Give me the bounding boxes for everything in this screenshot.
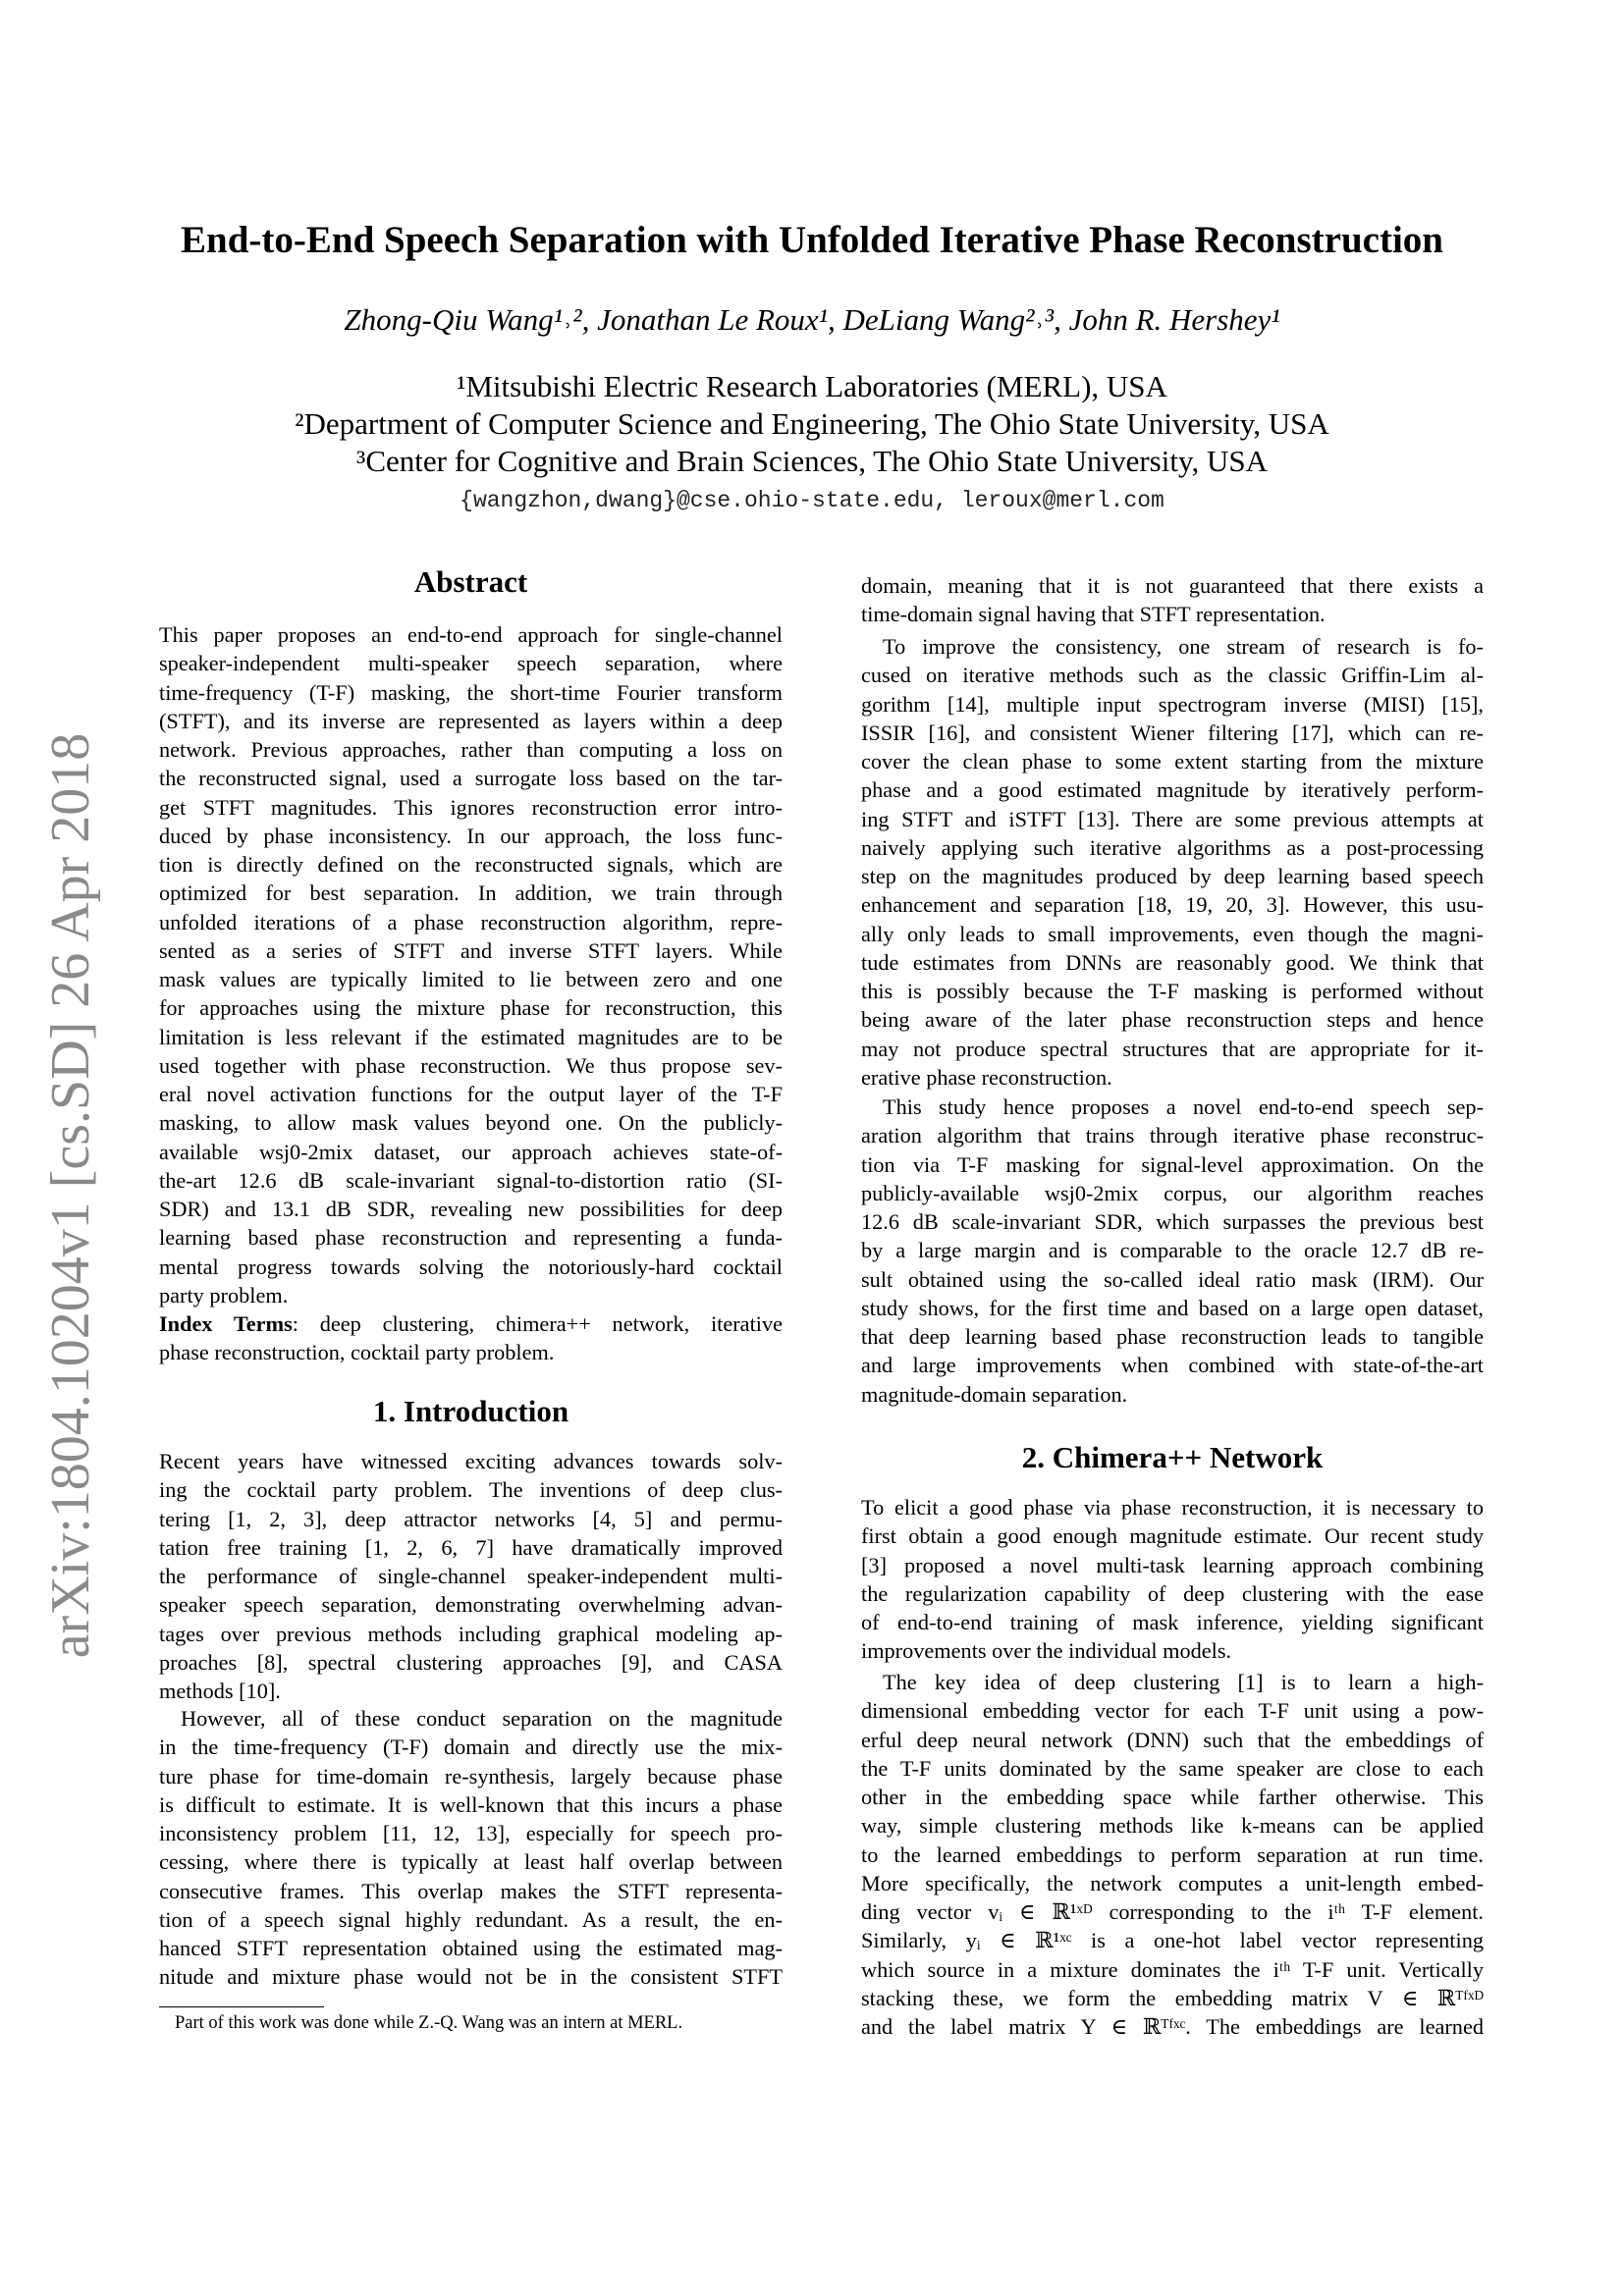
text-line: proaches [8], spectral clustering approaches [9], and CASA [159,1649,783,1675]
text-line: the reconstructed signal, used a surrogate loss based on the tar- [159,766,783,791]
text-line: phase and a good estimated magnitude by iteratively perform- [861,777,1484,803]
text-line: stacking these, we form the embedding matrix V ∈ ℝᵀᶠˣᴰ [861,1985,1484,2010]
text-line: way, simple clustering methods like k-means can be applied [861,1813,1484,1839]
text-line: the-art 12.6 dB scale-invariant signal-to-distortion ratio (SI- [159,1167,783,1193]
text-line: mask values are typically limited to lie between zero and one [159,967,783,991]
text-line: ing STFT and iSTFT [13]. There are some previous attempts at [861,806,1484,831]
text-line: ally only leads to small improvements, even though the magni- [861,921,1484,946]
text-line: inconsistency problem [11, 12, 13], especially for speech pro- [159,1821,783,1845]
text-line: step on the magnitudes produced by deep learning based speech [861,864,1484,888]
text-line: enhancement and separation [18, 19, 20, 3]. However, this usu- [861,892,1484,918]
text-line: tering [1, 2, 3], deep attractor networks [4, 5] and permu- [159,1506,783,1531]
text-line: [3] proposed a novel multi-task learning approach combining [861,1552,1484,1577]
text-line: tion is directly defined on the reconstructed signals, which are [159,852,783,877]
intro-paragraph-3 [861,632,1484,1092]
text-line: This paper proposes an end-to-end approach for single-channel [159,622,783,647]
text-line: tation free training [1, 2, 6, 7] have dramatically improved [159,1534,783,1560]
abstract-text [159,620,783,1309]
text-line: speaker speech separation, demonstrating overwhelming advan- [159,1592,783,1618]
text-line: limitation is less relevant if the estimated magnitudes are to be [159,1024,783,1049]
text-line: More specifically, the network computes a unit-length embed- [861,1870,1484,1896]
text-line: ISSIR [16], and consistent Wiener filtering [17], which can re- [861,720,1484,745]
text-line: sented as a series of STFT and inverse STFT layers. While [159,937,783,963]
text-line: methods [10]. [159,1679,281,1703]
text-line: may not produce spectral structures that are appropriate for it- [861,1036,1484,1061]
text-line: cused on iterative methods such as the classic Griffin-Lim al- [861,663,1484,688]
text-line: time-frequency (T-F) masking, the short-time Fourier transform [159,679,783,705]
text-line: first obtain a good enough magnitude estimate. Our recent study [861,1523,1484,1549]
text-line: This study hence proposes a novel end-to-end speech sep- [883,1095,1484,1119]
text-line: in the time-frequency (T-F) domain and directly use the mix- [159,1735,783,1760]
text-line: ding vector vᵢ ∈ ℝ¹ˣᴰ corresponding to the iᵗʰ T-F element. [861,1899,1484,1924]
text-line: time-domain signal having that STFT representation. [861,602,1326,627]
chimera-paragraph-1 [861,1493,1484,1666]
text-line: speaker-independent multi-speaker speech separation, where [159,651,783,676]
text-line: aration algorithm that trains through iterative phase reconstruc- [861,1123,1484,1148]
text-line: available wsj0-2mix dataset, our approach achieves state-of- [159,1139,783,1164]
text-line: used together with phase reconstruction. We thus propose sev- [159,1052,783,1078]
affiliation-1: ¹Mitsubishi Electric Research Laboratories (MERL), USA [457,369,1167,403]
text-line: get STFT magnitudes. This ignores reconstruction error intro- [159,794,783,820]
text-line: consecutive frames. This overlap makes the STFT representa- [159,1878,783,1903]
text-line: cover the clean phase to some extent starting from the mixture [861,749,1484,774]
text-line: SDR) and 13.1 dB SDR, revealing new possibilities for deep [159,1197,783,1221]
arxiv-identifier: arXiv:1804.10204v1 [cs.SD] 26 Apr 2018 [40,732,101,1659]
text-line: of end-to-end training of mask inference, yielding significant [861,1610,1484,1634]
text-line: magnitude-domain separation. [861,1381,1128,1407]
text-line: tages over previous methods including graphical modeling ap- [159,1621,783,1646]
text-line: by a large margin and is comparable to the oracle 12.7 dB re- [861,1238,1484,1263]
text-line: cessing, where there is typically at least half overlap between [159,1849,783,1875]
text-line: (STFT), and its inverse are represented as layers within a deep [159,708,783,733]
text-line [159,1309,783,1338]
text-line: publicly-available wsj0-2mix corpus, our algorithm reaches [861,1180,1484,1205]
text-line: the performance of single-channel speaker-independent multi- [159,1564,783,1588]
introduction-heading: 1. Introduction [372,1394,569,1428]
text-line: that deep learning based phase reconstruction leads to tangible [861,1324,1484,1349]
text-line: domain, meaning that it is not guaranteed that there exists a [861,573,1484,598]
chimera-heading: 2. Chimera++ Network [1021,1440,1324,1474]
text-line: optimized for best separation. In addition, we train through [159,881,783,906]
text-line: mental progress towards solving the notoriously-hard cocktail [159,1254,783,1279]
text-line: tion via T-F masking for signal-level approximation. On the [861,1151,1484,1177]
text-line: Recent years have witnessed exciting advances towards solv- [159,1449,783,1473]
text-line: party problem. [159,1282,289,1308]
text-line: the regularization capability of deep clustering with the ease [861,1580,1484,1606]
text-line: erative phase reconstruction. [861,1064,1112,1090]
text-line: tude estimates from DNNs are reasonably good. We think that [861,949,1484,975]
text-line: network. Previous approaches, rather than computing a loss on [159,737,783,762]
text-line: which source in a mixture dominates the iᵗʰ T-F unit. Vertically [861,1956,1484,1982]
text-line: nitude and mixture phase would not be in the consistent STFT [159,1964,783,1990]
text-line: However, all of these conduct separation on the magnitude [181,1706,783,1731]
text-line: tion of a speech signal highly redundant. As a result, the en- [159,1906,783,1932]
text-line: to the learned embeddings to perform separation at run time. [861,1842,1484,1867]
text-line: naively applying such iterative algorithms as a post-processing [861,834,1484,860]
text-line: dimensional embedding vector for each T-F unit using a pow- [861,1698,1484,1724]
text-line: ing the cocktail party problem. The inventions of deep clus- [159,1477,783,1503]
text-line: Similarly, yᵢ ∈ ℝ¹ˣᶜ is a one-hot label vector representing [861,1928,1484,1953]
index-terms-label: Index Terms [159,1311,293,1336]
text-line: unfolded iterations of a phase reconstruction algorithm, repre- [159,909,783,934]
text-line: is difficult to estimate. It is well-known that this incurs a phase [159,1791,783,1817]
text-line: phase reconstruction, cocktail party problem. [159,1340,555,1365]
text-line: improvements over the individual models. [861,1638,1232,1664]
text-line: eral novel activation functions for the output layer of the T-F [159,1082,783,1106]
index-terms [159,1309,783,1367]
text-line: 12.6 dB scale-invariant SDR, which surpasses the previous best [861,1209,1484,1234]
text-line: hanced STFT representation obtained using the estimated mag- [159,1936,783,1960]
text-line: To improve the consistency, one stream of research is fo- [883,634,1484,659]
text-line: and the label matrix Y ∈ ℝᵀᶠˣᶜ. The embeddings are learned [861,2014,1484,2039]
text-line: learning based phase reconstruction and representing a funda- [159,1225,783,1251]
affiliation-2: ²Department of Computer Science and Engineering, The Ohio State University, USA [295,406,1329,441]
intro-paragraph-4 [861,1093,1484,1409]
text-line: masking, to allow mask values beyond one. On the publicly- [159,1110,783,1136]
text-line: duced by phase inconsistency. In our approach, the loss func- [159,823,783,848]
abstract-heading: Abstract [413,564,528,599]
intro-paragraph-2 [159,1704,783,1992]
chimera-paragraph-2 [861,1668,1484,2041]
text-line: The key idea of deep clustering [1] is to learn a high- [883,1670,1484,1694]
text-line: for approaches using the mixture phase for reconstruction, this [159,995,783,1021]
text-line: erful deep neural network (DNN) such that the embeddings of [861,1727,1484,1752]
author-list: Zhong-Qiu Wang¹˒², Jonathan Le Roux¹, DeLiang Wang²˒³, John R. Hershey¹ [344,302,1280,337]
text-line: being aware of the later phase reconstruction steps and hence [861,1007,1484,1033]
text-line: ture phase for time-domain re-synthesis, largely because phase [159,1763,783,1789]
text-line: gorithm [14], multiple input spectrogram inverse (MISI) [15], [861,691,1484,717]
text-line: and large improvements when combined with state-of-the-art [861,1353,1484,1378]
text-line: the T-F units dominated by the same speaker are close to each [861,1755,1484,1781]
text-line: other in the embedding space while farther otherwise. This [861,1785,1484,1809]
author-emails: {wangzhon,dwang}@cse.ohio-state.edu, leroux@merl.com [460,488,1164,513]
intro-paragraph-2-continued [861,571,1484,629]
footnote-divider [159,2006,324,2007]
affiliation-3: ³Center for Cognitive and Brain Sciences, The Ohio State University, USA [356,444,1268,478]
footnote: Part of this work was done while Z.-Q. Wang was an intern at MERL. [175,2013,683,2033]
text-line: To elicit a good phase via phase reconstruction, it is necessary to [861,1495,1484,1520]
text-line: this is possibly because the T-F masking is performed without [861,979,1484,1003]
index-terms-text: : deep clustering, chimera++ network, iterative [292,1311,784,1336]
text-line: sult obtained using the so-called ideal ratio mask (IRM). Our [861,1266,1484,1292]
intro-paragraph-1 [159,1447,783,1705]
paper-title: End-to-End Speech Separation with Unfolded Iterative Phase Reconstruction [181,219,1443,261]
text-line: study shows, for the first time and based on a large open dataset, [861,1295,1484,1320]
